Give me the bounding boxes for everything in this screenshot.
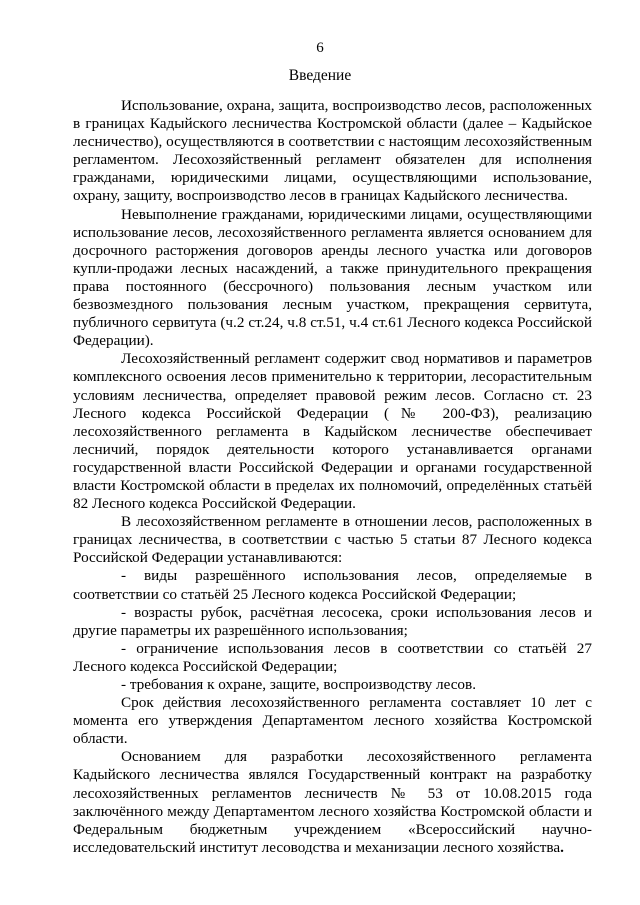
list-item: - возрасты рубок, расчётная лесосека, сроки использования лесов и другие параметры их разрешённого использования; — [73, 603, 592, 639]
document-body — [73, 97, 592, 857]
final-punctuation: . — [560, 838, 564, 856]
paragraph: Невыполнение гражданами, юридическими лицами, осуществляющими использование лесов, лесохозяйственного регламента является основанием для досрочного расторжения договоров аренды лесного участка или договоров купли-продажи лесных насаждений, а также принудительного прекращения права постоянного (бессрочного) пользования лесным участком или безвозмездного пользования лесным участком, прекращения сервитута, публичного сервитута (ч.2 ст.24, ч.8 ст.51, ч.4 ст.61 Лесного кодекса Российской Федерации). — [73, 205, 592, 350]
list-item: - виды разрешённого использования лесов, определяемые в соответствии со статьёй 25 Лесного кодекса Российской Федерации; — [73, 567, 592, 603]
list-item: - требования к охране, защите, воспроизводству лесов. — [121, 676, 476, 693]
paragraph: В лесохозяйственном регламенте в отношении лесов, расположенных в границах лесничества, в соответствии с частью 5 статьи 87 Лесного кодекса Российской Федерации устанавливаются: — [73, 513, 592, 567]
paragraph — [73, 748, 592, 857]
page-number: 6 — [316, 40, 324, 56]
paragraph: Срок действия лесохозяйственного регламента составляет 10 лет с момента его утверждения Департаментом лесного хозяйства Костромской области. — [73, 694, 592, 748]
section-heading: Введение — [288, 67, 352, 84]
paragraph-text: Основанием для разработки лесохозяйственного регламента Кадыйского лесничества являлся Государственный контракт на разработку лесохозяйственных регламентов лесничеств № 53 от 10.08.2015 года заключённого между Департаментом лесного хозяйства Костромской области и Федеральным бюджетным учреждением «Всероссийский научно-исследовательский институт лесоводства и механизации лесного хозяйства — [73, 748, 592, 856]
list-item: - ограничение использования лесов в соответствии со статьёй 27 Лесного кодекса Российской Федерации; — [73, 639, 592, 675]
paragraph: Использование, охрана, защита, воспроизводство лесов, расположенных в границах Кадыйского лесничества Костромской области (далее – Кадыйское лесничество), осуществляются в соответствии с настоящим лесохозяйственным регламентом. Лесохозяйственный регламент обязателен для исполнения гражданами, юридическими лицами, осуществляющими использование, охрану, защиту, воспроизводство лесов в границах Кадыйского лесничества. — [73, 97, 592, 205]
paragraph: Лесохозяйственный регламент содержит свод нормативов и параметров комплексного освоения лесов применительно к территории, лесорастительным условиям лесничества, определяет правовой режим лесов. Согласно ст. 23 Лесного кодекса Российской Федерации (№ 200-ФЗ), реализацию лесохозяйственного регламента в Кадыйском лесничестве обеспечивает лесничий, порядок деятельности которого устанавливается органами государственной власти Российской Федерации и органами государственной власти Костромской области в пределах их полномочий, определённых статьёй 82 Лесного кодекса Российской Федерации. — [73, 350, 592, 513]
